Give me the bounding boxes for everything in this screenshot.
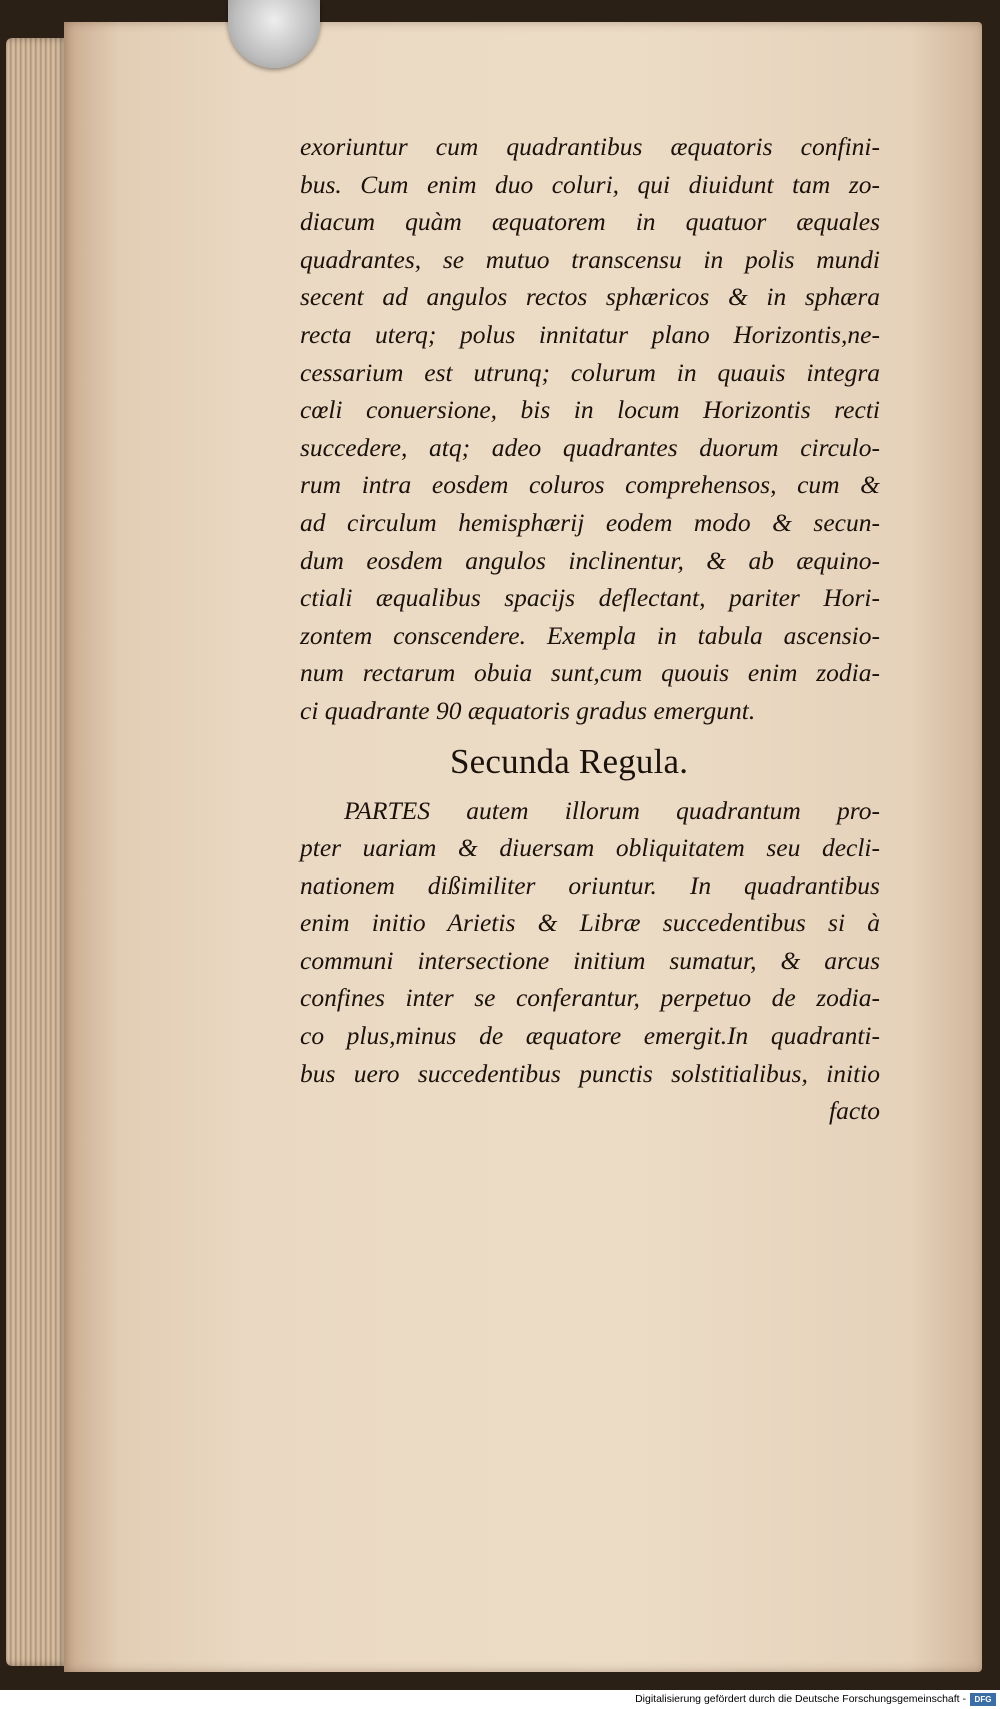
- text-line: co plus,minus de æquatore emergit.In quadranti-: [300, 1021, 880, 1051]
- page-text-block: [300, 128, 880, 1130]
- text-line: pter uariam & diuersam obliquitatem seu decli-: [300, 833, 880, 863]
- text-line: num rectarum obuia sunt,cum quouis enim zodia-: [300, 658, 880, 688]
- text-line: quadrantes, se mutuo transcensu in polis mundi: [300, 244, 880, 274]
- text-line: enim initio Arietis & Libræ succedentibus si à: [300, 908, 880, 938]
- text-line: cœli conuersione, bis in locum Horizontis recti: [300, 395, 880, 425]
- text-line: exoriuntur cum quadrantibus æquatoris confini-: [300, 132, 880, 161]
- dfg-logo: DFG: [970, 1693, 996, 1706]
- catchword: facto: [829, 1096, 880, 1126]
- text-line: rum intra eosdem coluros comprehensos, cum &: [300, 470, 880, 500]
- text-line: confines inter se conferantur, perpetuo de zodia-: [300, 983, 880, 1013]
- text-line: ad circulum hemisphærij eodem modo & secun-: [300, 507, 880, 537]
- footer-credit: Digitalisierung gefördert durch die Deutsche Forschungsgemeinschaft -: [635, 1693, 966, 1705]
- text-line: recta uterq; polus innitatur plano Horizontis,ne-: [300, 319, 880, 349]
- text-line: PARTES autem illorum quadrantum pro-: [344, 795, 880, 825]
- text-line: succedere, atq; adeo quadrantes duorum circulo-: [300, 432, 880, 462]
- footer-bar: [0, 1690, 1000, 1709]
- text-line: nationem dißimiliter oriuntur. In quadrantibus: [300, 870, 880, 900]
- text-line: bus. Cum enim duo coluri, qui diuidunt tam zo-: [300, 169, 880, 199]
- text-line: dum eosdem angulos inclinentur, & ab æquino-: [300, 545, 880, 575]
- text-line: secent ad angulos rectos sphæricos & in sphæra: [300, 282, 880, 312]
- text-line: diacum quàm æquatorem in quatuor æquales: [300, 207, 880, 237]
- page-edges: [6, 38, 68, 1666]
- text-line: communi intersectione initium sumatur, & arcus: [300, 945, 880, 975]
- text-line: bus uero succedentibus punctis solstitialibus, initio: [300, 1058, 880, 1088]
- text-line: ctiali æqualibus spacijs deflectant, pariter Hori-: [300, 583, 880, 613]
- section-heading: Secunda Regula.: [450, 741, 689, 781]
- text-line: zontem conscendere. Exempla in tabula ascensio-: [300, 620, 880, 650]
- text-line: ci quadrante 90 æquatoris gradus emergunt.: [300, 695, 756, 725]
- text-line: cessarium est utrunq; colurum in quauis integra: [300, 357, 880, 387]
